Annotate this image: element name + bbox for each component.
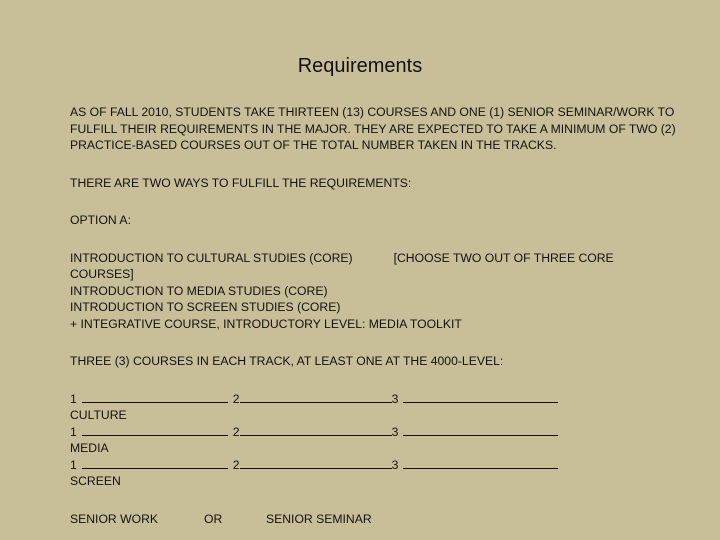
intro-paragraph: AS OF FALL 2010, STUDENTS TAKE THIRTEEN (13) COURSES AND ONE (1) SENIOR SEMINAR/WORK TO FULFILL THEIR REQUIREMENTS IN THE MAJOR. THEY ARE EXPECTED TO TAKE A MINIMUM OF TWO (2) PRACTICE-BASED COURSES OUT OF THE TOTAL NUMBER TAKEN IN THE TRACKS. <box>70 105 676 152</box>
or-label: OR <box>204 511 223 526</box>
track-name: SCREEN <box>70 474 121 488</box>
course-blank[interactable] <box>82 424 228 436</box>
course-blank[interactable] <box>240 424 392 436</box>
core-course-media: INTRODUCTION TO MEDIA STUDIES (CORE) <box>70 283 328 298</box>
track-name: CULTURE <box>70 408 127 422</box>
senior-work: SENIOR WORK <box>70 511 159 526</box>
course-blank[interactable] <box>240 391 392 403</box>
senior-seminar: SENIOR SEMINAR <box>266 511 372 526</box>
course-blank[interactable] <box>82 457 228 469</box>
core-choose-note: [CHOOSE TWO OUT OF THREE CORE <box>393 250 614 265</box>
slide-body <box>70 104 680 527</box>
track-blanks: 1 2 3 <box>70 391 680 408</box>
core-course-screen: INTRODUCTION TO SCREEN STUDIES (CORE) <box>70 300 341 314</box>
ways-statement: THERE ARE TWO WAYS TO FULFILL THE REQUIREMENTS: <box>70 175 412 190</box>
slide-title: Requirements <box>297 55 423 77</box>
track-culture <box>70 391 680 424</box>
core-course-cultural: INTRODUCTION TO CULTURAL STUDIES (CORE) <box>70 250 353 265</box>
course-blank[interactable] <box>403 391 558 403</box>
course-blank[interactable] <box>82 391 228 403</box>
senior-options <box>70 511 680 528</box>
tracks-intro: THREE (3) COURSES IN EACH TRACK, AT LEAST ONE AT THE 4000-LEVEL: <box>70 354 504 368</box>
option-label: OPTION A: <box>70 213 131 227</box>
course-blank[interactable] <box>403 424 558 436</box>
core-choose-note-cont: COURSES] <box>70 267 134 281</box>
course-blank[interactable] <box>403 457 558 469</box>
course-blank[interactable] <box>240 457 392 469</box>
tracks <box>70 391 680 490</box>
track-blanks: 1 2 3 <box>70 424 680 441</box>
track-name: MEDIA <box>70 441 109 455</box>
integrative-course: + INTEGRATIVE COURSE, INTRODUCTORY LEVEL: MEDIA TOOLKIT <box>70 316 462 331</box>
track-media <box>70 424 680 457</box>
core-courses <box>70 250 680 333</box>
core-line-1 <box>70 250 680 267</box>
track-screen <box>70 457 680 490</box>
track-blanks: 1 2 3 <box>70 457 680 474</box>
